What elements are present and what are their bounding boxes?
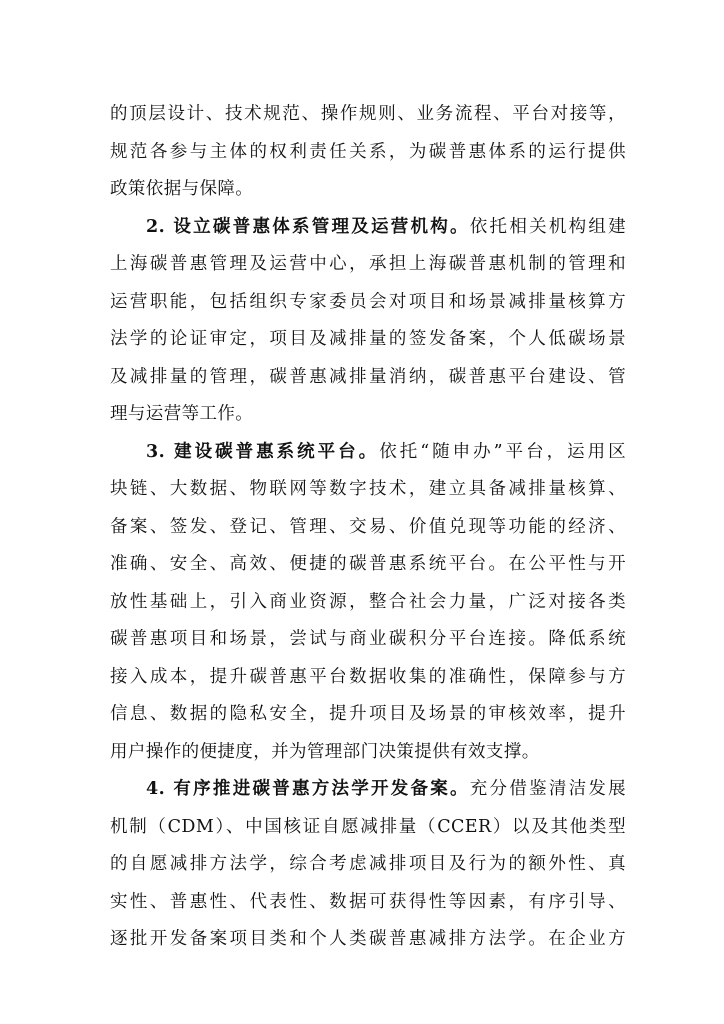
body-text-line: 规范各参与主体的权利责任关系，为碳普惠体系的运行提供 (110, 141, 626, 162)
body-text-line: 接入成本，提升碳普惠平台数据收集的准确性，保障参与方 (110, 666, 626, 687)
section-3-first-line (110, 434, 626, 472)
body-text-line: 块链、大数据、物联网等数字技术，建立具备减排量核算、 (110, 479, 626, 499)
body-text-line: 放性基础上，引入商业资源，整合社会力量，广泛对接各类 (110, 591, 626, 612)
body-text-line: 准确、安全、高效、便捷的碳普惠系统平台。在公平性与开 (110, 554, 626, 574)
body-text-line: 上海碳普惠管理及运营中心，承担上海碳普惠机制的管理和 (110, 254, 626, 274)
section-2-first-line (110, 209, 626, 247)
body-text-line: 机制（CDM）、中国核证自愿减排量（CCER）以及其他类型 (110, 816, 626, 837)
body-text-line: 的顶层设计、技术规范、操作规则、业务流程、平台对接等， (110, 104, 626, 124)
body-text-line: 逐批开发备案项目类和个人类碳普惠减排方法学。在企业方 (110, 929, 626, 949)
body-text-line: 实性、普惠性、代表性、数据可获得性等因素，有序引导、 (110, 891, 626, 912)
section-2-heading: 2. 设立碳普惠体系管理及运营机构。 (146, 216, 470, 237)
section-4-first-line (110, 771, 626, 809)
body-text-line: 备案、签发、登记、管理、交易、价值兑现等功能的经济、 (110, 516, 626, 537)
body-text-line: 运营职能，包括组织专家委员会对项目和场景减排量核算方 (110, 291, 626, 312)
body-text-line: 的自愿减排方法学，综合考虑减排项目及行为的额外性、真 (110, 854, 626, 874)
body-text-line: 用户操作的便捷度，并为管理部门决策提供有效支撑。 (110, 741, 540, 762)
body-text-line: 及减排量的管理，碳普惠减排量消纳，碳普惠平台建设、管 (110, 366, 626, 387)
section-4-heading: 4. 有序推进碳普惠方法学开发备案。 (146, 779, 470, 799)
section-3-intro: 依托“随申办”平台，运用区 (379, 441, 626, 462)
body-text-line: 政策依据与保障。 (110, 179, 254, 199)
section-2-intro: 依托相关机构组建 (469, 216, 626, 237)
body-text-line: 法学的论证审定，项目及减排量的签发备案，个人低碳场景 (110, 329, 626, 349)
section-3-heading: 3. 建设碳普惠系统平台。 (146, 441, 380, 462)
body-text-line: 信息、数据的隐私安全，提升项目及场景的审核效率，提升 (110, 704, 626, 724)
body-text-line: 碳普惠项目和场景，尝试与商业碳积分平台连接。降低系统 (110, 629, 626, 649)
section-4-intro: 充分借鉴清洁发展 (469, 779, 626, 799)
body-text-line: 理与运营等工作。 (110, 404, 254, 424)
